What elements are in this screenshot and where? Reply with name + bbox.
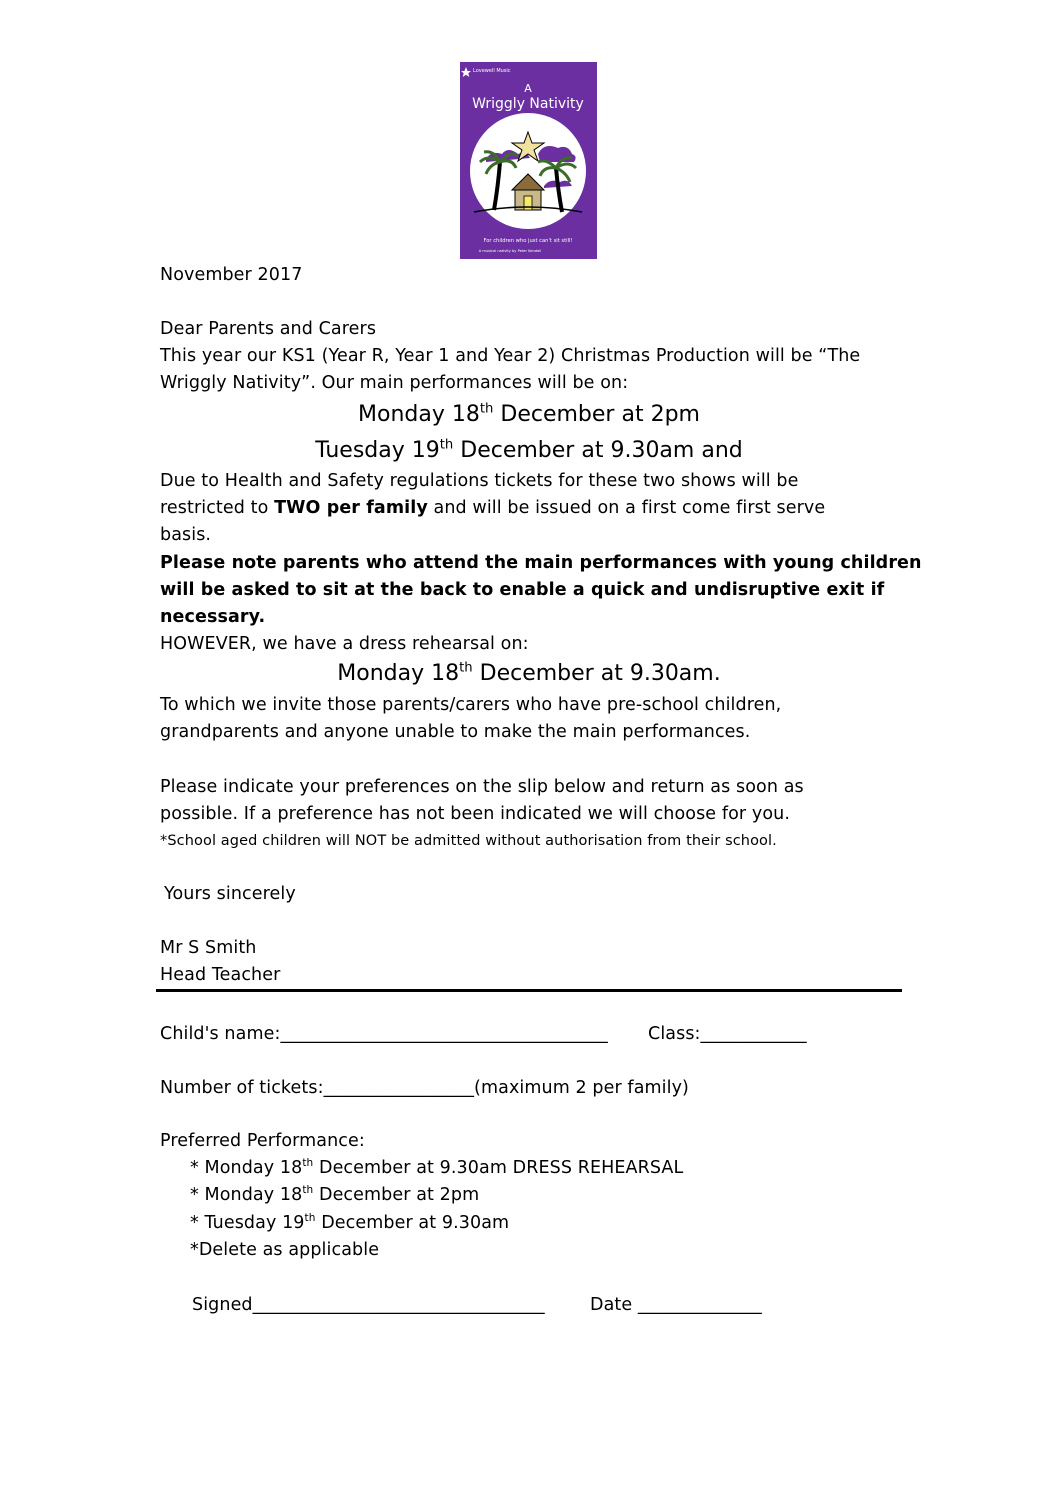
- two-per-family: TWO per family: [274, 498, 428, 518]
- option-dress-rehearsal[interactable]: * Monday 18th December at 9.30am DRESS REHEARSAL: [190, 1157, 684, 1178]
- number-of-tickets-field[interactable]: Number of tickets:_________________(maximum 2 per family): [160, 1078, 689, 1098]
- option-monday-2pm[interactable]: * Monday 18th December at 2pm: [190, 1184, 480, 1205]
- divider-line: [156, 989, 902, 992]
- cover-artwork: [460, 62, 597, 259]
- stable-door-icon: [524, 196, 532, 210]
- cover-tagline: For children who just can't sit still!: [483, 238, 573, 244]
- child-name-field[interactable]: Child's name:_____________________________________: [160, 1024, 608, 1044]
- invite-line-2: grandparents and anyone unable to make the main performances.: [160, 722, 751, 742]
- performance-1-heading: Monday 18th December at 2pm: [358, 401, 700, 427]
- signer-name: Mr S Smith: [160, 938, 257, 958]
- class-field[interactable]: Class:____________: [648, 1024, 807, 1044]
- salutation: Dear Parents and Carers: [160, 319, 377, 339]
- preference-line-1: Please indicate your preferences on the slip below and return as soon as: [160, 777, 804, 797]
- delete-note: *Delete as applicable: [190, 1240, 380, 1260]
- performance-2-heading: Tuesday 19th December at 9.30am and: [315, 437, 743, 463]
- intro-line-1: This year our KS1 (Year R, Year 1 and Year 2) Christmas Production will be “The: [160, 346, 861, 366]
- closing: Yours sincerely: [164, 884, 296, 904]
- note-line-1: Please note parents who attend the main performances with young children: [160, 553, 922, 573]
- date-field[interactable]: Date ______________: [590, 1295, 762, 1315]
- preferred-performance-label: Preferred Performance:: [160, 1131, 365, 1151]
- cover-publisher-mark: Lovewell Music: [473, 68, 511, 74]
- tickets-line-1: Due to Health and Safety regulations tickets for these two shows will be: [160, 471, 799, 491]
- tickets-line-2: restricted to TWO per family and will be issued on a first come first serve: [160, 498, 826, 518]
- cover-title-line1: A: [524, 82, 532, 95]
- rehearsal-heading: Monday 18th December at 9.30am.: [337, 660, 721, 686]
- cover-title-line2: Wriggly Nativity: [472, 96, 584, 112]
- cover-credit: A musical nativity by Peter Kendall: [478, 249, 542, 253]
- signer-title: Head Teacher: [160, 965, 281, 985]
- signed-field[interactable]: Signed_________________________________: [192, 1295, 545, 1315]
- intro-line-2: Wriggly Nativity”. Our main performances will be on:: [160, 373, 629, 393]
- invite-line-1: To which we invite those parents/carers who have pre-school children,: [160, 695, 782, 715]
- preference-line-2: possible. If a preference has not been indicated we will choose for you.: [160, 804, 790, 824]
- school-children-note: *School aged children will NOT be admitted without authorisation from their school.: [160, 833, 777, 849]
- note-line-3: necessary.: [160, 607, 266, 627]
- rehearsal-intro: HOWEVER, we have a dress rehearsal on:: [160, 634, 529, 654]
- option-tuesday-930am[interactable]: * Tuesday 19th December at 9.30am: [190, 1212, 510, 1233]
- wriggly-nativity-cover: [460, 62, 597, 259]
- tickets-line-3: basis.: [160, 525, 212, 545]
- note-line-2: will be asked to sit at the back to enable a quick and undisruptive exit if: [160, 580, 885, 600]
- letter-date: November 2017: [160, 265, 303, 285]
